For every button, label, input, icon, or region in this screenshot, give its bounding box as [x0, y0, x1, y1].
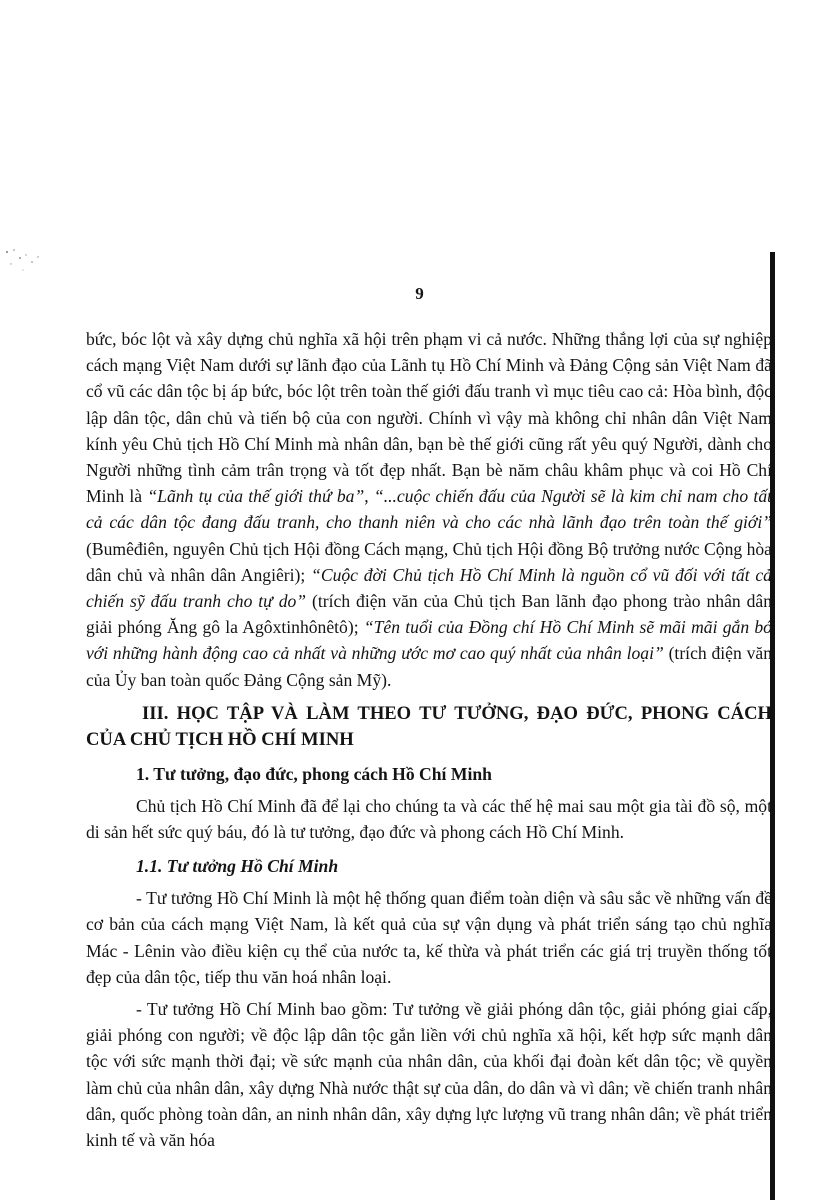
paragraph-definition: - Tư tưởng Hồ Chí Minh là một hệ thống quan điểm toàn diện và sâu sắc về những vấn đề cơ bản của cách mạng Việt Nam, là kết quả của sự vận dụng và phát triển sáng tạo chủ nghĩa Mác - Lênin vào điều kiện cụ thể của nước ta, kế thừa và phát triển các giá trị truyền thống tốt đẹp của dân tộc, tiếp thu văn hoá nhân loại. [86, 888, 772, 987]
paragraph-tribute [86, 326, 772, 693]
paragraph-text: bức, bóc lột và xây dựng chủ nghĩa xã hội trên phạm vi cả nước. Những thắng lợi của sự nghiệp cách mạng Việt Nam dưới sự lãnh đạo của Lãnh tụ Hồ Chí Minh và Đảng Cộng sản Việt Nam đã cổ vũ các dân tộc bị áp bức, bóc lột trên toàn thế giới đấu tranh vì mục tiêu cao cả: Hòa bình, độc lập dân tộc, dân chủ và tiến bộ của con người. Chính vì vậy mà không chỉ nhân dân Việt Nam kính yêu Chủ tịch Hồ Chí Minh mà nhân dân, bạn bè thế giới cũng rất yêu quý Người, dành cho Người những tình cảm trân trọng và tốt đẹp nhất. Bạn bè năm châu khâm phục và coi Hồ Chí Minh là [86, 329, 772, 507]
quote-guiding-compass: “...cuộc chiến đấu của Người sẽ là kim chỉ nam cho tất cả các dân tộc đang đấu tranh, cho thanh niên và cho các nhà lãnh đạo trên toàn thế giới” [86, 486, 773, 533]
sub-heading-1-1: 1.1. Tư tưởng Hồ Chí Minh [136, 856, 339, 877]
paragraph-text: (Bumêđiên, nguyên Chủ tịch Hội đồng Cách mạng, Chủ tịch Hội đồng Bộ trưởng nước Cộng hòa dân chủ và nhân dân Angiêri); [86, 538, 772, 585]
paragraph-legacy: Chủ tịch Hồ Chí Minh đã để lại cho chúng ta và các thế hệ mai sau một gia tài đồ sộ, một di sản hết sức quý báu, đó là tư tưởng, đạo đức và phong cách Hồ Chí Minh. [86, 795, 772, 843]
scan-speckle-marks [4, 246, 44, 286]
page-content [86, 326, 772, 1153]
sub-heading-1: 1. Tư tưởng, đạo đức, phong cách Hồ Chí Minh [136, 763, 492, 784]
paragraph-contents: - Tư tưởng Hồ Chí Minh bao gồm: Tư tưởng về giải phóng dân tộc, giải phóng giai cấp, giải phóng con người; về độc lập dân tộc gắn liền với chủ nghĩa xã hội, kết hợp sức mạnh dân tộc với sức mạnh thời đại; về sức mạnh của nhân dân, của khối đại đoàn kết dân tộc; về quyền làm chủ của nhân dân, xây dựng Nhà nước thật sự của dân, do dân và vì dân; về chiến tranh nhân dân, quốc phòng toàn dân, an ninh nhân dân, xây dựng lực lượng vũ trang nhân dân; về phát triển kinh tế và văn hóa [86, 999, 772, 1151]
paragraph-text: , [364, 486, 374, 507]
section-heading: III. HỌC TẬP VÀ LÀM THEO TƯ TƯỞNG, ĐẠO ĐỨC, PHONG CÁCH CỦA CHỦ TỊCH HỒ CHÍ MINH [86, 702, 772, 750]
paragraph-text: (trích điện văn của Ủy ban toàn quốc Đảng Cộng sản Mỹ). [86, 643, 772, 690]
paragraph-text: (trích điện văn của Chủ tịch Ban lãnh đạo phong trào nhân dân giải phóng Ăng gô la Agôxtinhônêtô); [86, 591, 772, 638]
quote-third-world-leader: “Lãnh tụ của thế giới thứ ba” [147, 486, 365, 507]
page-number: 9 [415, 284, 424, 303]
quote-source-of-encouragement: “Cuộc đời Chủ tịch Hồ Chí Minh là nguồn cổ vũ đối với tất cả chiến sỹ đấu tranh cho tự do” [86, 564, 772, 612]
quote-noble-actions: “Tên tuổi của Đồng chí Hồ Chí Minh sẽ mãi mãi gắn bó với những hành động cao cả nhất và những ước mơ cao quý nhất của nhân loại” [86, 617, 772, 664]
